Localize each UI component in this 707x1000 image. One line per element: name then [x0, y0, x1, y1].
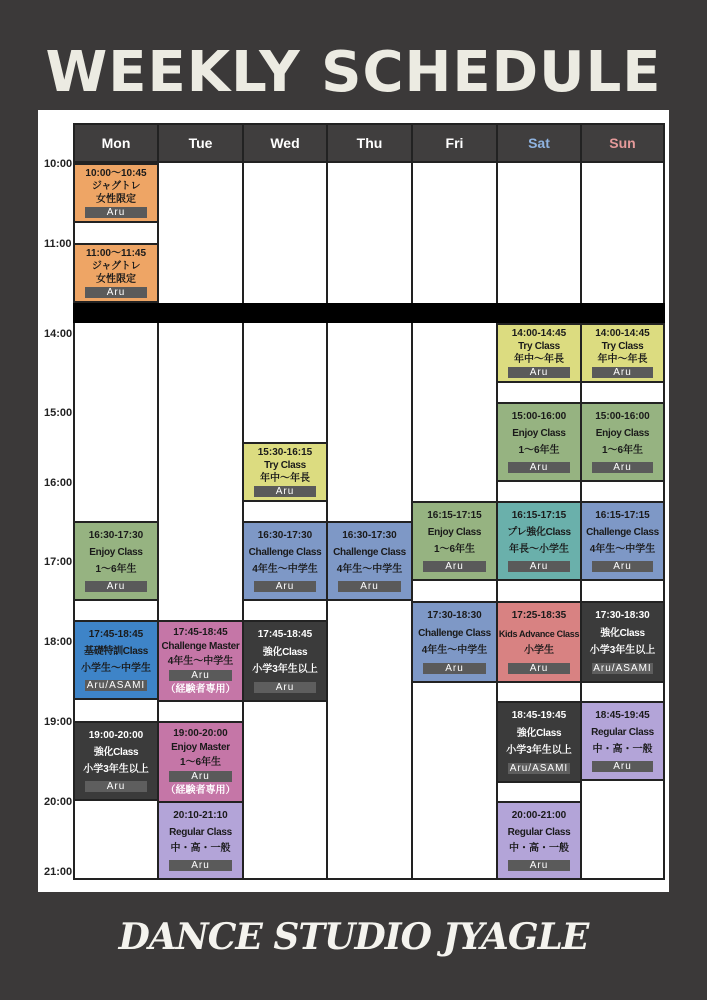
class-block[interactable]: 11:00～11:45 ジャグトレ 女性限定 Aru: [73, 243, 159, 303]
class-block[interactable]: 17:30-18:30 Challenge Class 4年生～中学生 Aru: [411, 601, 498, 683]
instructor-badge: Aru/ASAMI: [86, 680, 146, 691]
class-block[interactable]: 16:30-17:30 Challenge Class 4年生～中学生 Aru: [242, 521, 328, 601]
class-block[interactable]: 14:00-14:45 Try Class 年中～年長 Aru: [580, 323, 665, 383]
instructor-badge: Aru: [254, 682, 316, 693]
instructor-badge: Aru: [508, 860, 570, 871]
time-label: 18:00: [44, 636, 73, 648]
class-block[interactable]: 17:45-18:45 強化Class 小学3年生以上 Aru: [242, 620, 328, 702]
class-block[interactable]: 17:30-18:30 強化Class 小学3年生以上 Aru/ASAMI: [580, 601, 665, 683]
class-block[interactable]: 19:00-20:00 強化Class 小学3年生以上 Aru: [73, 721, 159, 801]
lunch-break-band: [73, 303, 665, 323]
instructor-badge: Aru: [592, 761, 654, 772]
instructor-badge: Aru: [592, 462, 654, 473]
day-header-sun: Sun: [580, 123, 665, 163]
time-label: 14:00: [44, 328, 73, 340]
class-block[interactable]: 17:45-18:45 Challenge Master 4年生～中学生 Aru （経験者専用）: [157, 620, 244, 702]
day-header-mon: Mon: [73, 123, 159, 163]
instructor-badge: Aru: [169, 670, 232, 681]
instructor-badge: Aru: [423, 561, 486, 572]
instructor-badge: Aru: [508, 367, 570, 378]
instructor-badge: Aru: [592, 367, 654, 378]
instructor-badge: Aru: [85, 581, 147, 592]
instructor-badge: Aru: [169, 771, 232, 782]
time-label: 19:00: [44, 716, 73, 728]
class-block[interactable]: 20:00-21:00 Regular Class 中・高・一般 Aru: [496, 801, 582, 880]
class-block[interactable]: 16:30-17:30 Enjoy Class 1～6年生 Aru: [73, 521, 159, 601]
instructor-badge: Aru/ASAMI: [593, 662, 652, 674]
class-block[interactable]: 15:30-16:15 Try Class 年中～年長 Aru: [242, 442, 328, 502]
class-block[interactable]: 14:00-14:45 Try Class 年中～年長 Aru: [496, 323, 582, 383]
schedule-grid: [73, 123, 665, 880]
instructor-badge: Aru: [338, 581, 401, 592]
day-header-tue: Tue: [157, 123, 244, 163]
class-block[interactable]: 17:45-18:45 基礎特訓Class 小学生～中学生 Aru/ASAMI: [73, 620, 159, 700]
time-label: 21:00: [44, 866, 73, 878]
studio-logo: DANCE STUDIO JYAGLE: [118, 916, 589, 958]
day-header-wed: Wed: [242, 123, 328, 163]
instructor-badge: Aru: [508, 462, 570, 473]
time-label: 17:00: [44, 556, 73, 568]
page-title: WEEKLY SCHEDULE: [45, 40, 662, 105]
time-label: 16:00: [44, 477, 73, 489]
instructor-badge: Aru: [592, 561, 654, 572]
class-block[interactable]: 15:00-16:00 Enjoy Class 1～6年生 Aru: [580, 402, 665, 482]
instructor-badge: Aru: [508, 663, 570, 674]
instructor-badge: Aru: [85, 781, 147, 792]
instructor-badge: Aru: [254, 486, 316, 497]
day-header-fri: Fri: [411, 123, 498, 163]
instructor-badge: Aru/ASAMI: [509, 762, 569, 774]
instructor-badge: Aru: [254, 581, 316, 592]
class-block[interactable]: 16:30-17:30 Challenge Class 4年生～中学生 Aru: [326, 521, 413, 601]
instructor-badge: Aru: [423, 663, 486, 674]
class-block[interactable]: 18:45-19:45 強化Class 小学3年生以上 Aru/ASAMI: [496, 701, 582, 783]
time-label: 20:00: [44, 796, 73, 808]
class-block[interactable]: 18:45-19:45 Regular Class 中・高・一般 Aru: [580, 701, 665, 781]
class-block[interactable]: 16:15-17:15 プレ強化Class 年長～小学生 Aru: [496, 501, 582, 581]
instructor-badge: Aru: [85, 207, 147, 218]
time-label: 11:00: [44, 238, 72, 250]
class-block[interactable]: 15:00-16:00 Enjoy Class 1～6年生 Aru: [496, 402, 582, 482]
class-block[interactable]: 17:25-18:35 Kids Advance Class 小学生 Aru: [496, 601, 582, 683]
instructor-badge: Aru: [85, 287, 147, 298]
day-header-sat: Sat: [496, 123, 582, 163]
day-header-thu: Thu: [326, 123, 413, 163]
instructor-badge: Aru: [508, 561, 570, 572]
time-label: 10:00: [44, 158, 73, 170]
instructor-badge: Aru: [169, 860, 232, 871]
class-block[interactable]: 10:00～10:45 ジャグトレ 女性限定 Aru: [73, 163, 159, 223]
class-block[interactable]: 20:10-21:10 Regular Class 中・高・一般 Aru: [157, 801, 244, 880]
class-block[interactable]: 19:00-20:00 Enjoy Master 1～6年生 Aru （経験者専用）: [157, 721, 244, 803]
time-label: 15:00: [44, 407, 73, 419]
class-block[interactable]: 16:15-17:15 Enjoy Class 1～6年生 Aru: [411, 501, 498, 581]
class-block[interactable]: 16:15-17:15 Challenge Class 4年生～中学生 Aru: [580, 501, 665, 581]
